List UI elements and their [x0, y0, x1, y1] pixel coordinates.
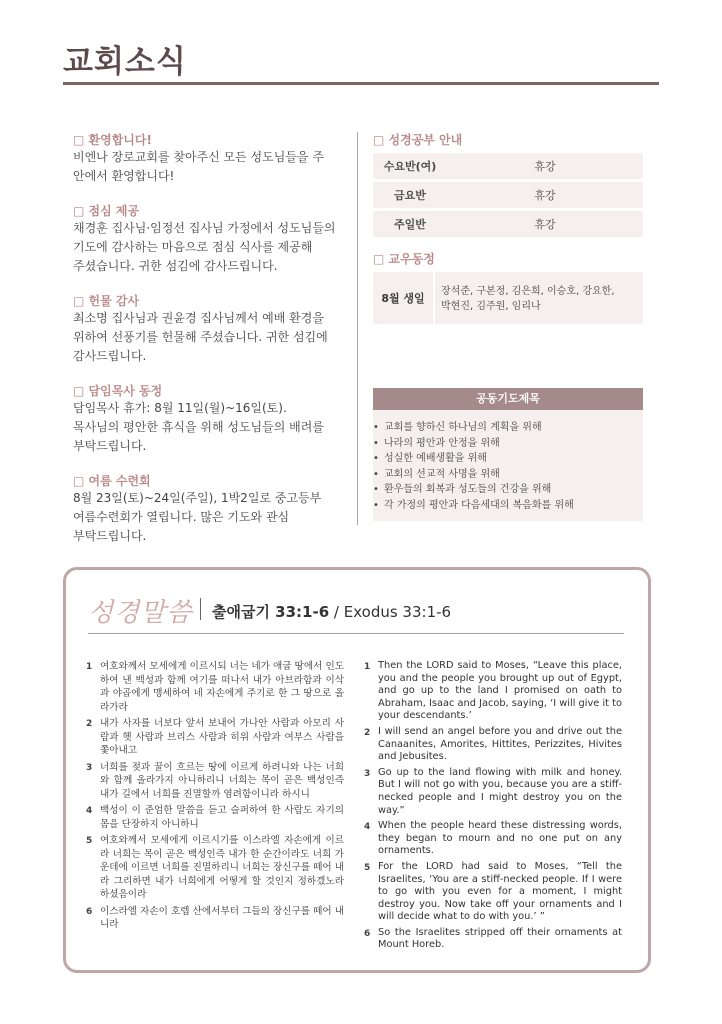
section-heading: □ 점심 제공	[73, 204, 140, 218]
verse-number: 4	[86, 806, 93, 816]
scripture-title: 성경말씀	[88, 598, 193, 628]
verse-number: 6	[86, 906, 93, 917]
bible-study-table	[373, 150, 643, 240]
verse-number: 1	[364, 662, 371, 672]
prayer-heading: 공동기도제목	[373, 388, 643, 410]
verse-text: 여호와께서 모세에게 이르시되 너는 네가 애굽 땅에서 인도하여 낸 백성과 함께 여기를 떠나서 내가 아브라함과 이삭과 야곱에게 맹세하여 네 자손에게 주기로 한 그 땅으로 올라가라	[100, 661, 344, 713]
list-item: • 환우들의 회복과 성도들의 건강을 위해	[373, 482, 643, 498]
news-donation	[73, 293, 343, 366]
page-title: 교회소식	[63, 44, 187, 80]
prayer-box	[373, 388, 643, 521]
verse-text: Then the LORD said to Moses, “Leave this place, you and the people you brought up out of Egypt, and go up to the land I promised on oath to Abraham, Isaac and Jacob, saying, ‘I will give it to your descendants.’	[378, 660, 622, 722]
section-body: 최소명 집사님과 권윤경 집사님께서 예배 환경을 위하여 선풍기를 헌물해 주셨습니다. 귀한 섬김에 감사드립니다.	[73, 311, 328, 363]
verse	[86, 660, 344, 714]
verse	[86, 834, 344, 902]
list-item: • 교회를 향하신 하나님의 계획을 위해	[373, 420, 643, 436]
prayer-list	[373, 410, 643, 521]
verse-text: 백성이 이 준엄한 말씀을 듣고 슬퍼하여 한 사람도 자기의 몸을 단장하지 아니하니	[100, 805, 344, 830]
verse-text: So the Israelites stripped off their ornaments at Mount Horeb.	[378, 926, 622, 951]
list-item: • 교회의 선교적 사명을 위해	[373, 467, 643, 483]
verse-number: 3	[86, 762, 93, 773]
verse-number: 2	[86, 719, 93, 729]
section-body: 담임목사 휴가: 8월 11일(월)~16일(토). 목사님의 평안한 휴식을 위해 성도님들의 배려를 부탁드립니다.	[73, 401, 324, 453]
verse	[86, 804, 344, 831]
verse-text: Go up to the land flowing with milk and honey. But I will not go with you, because you are a stiff-necked people and I might destroy you on the way.”	[378, 766, 622, 816]
list-item: • 성실한 예배생활을 위해	[373, 451, 643, 467]
verse	[364, 861, 622, 924]
verse	[86, 761, 344, 802]
verse-number: 6	[364, 928, 371, 939]
birthday-label: 8월 생일	[373, 272, 433, 324]
bible-study-heading: □ 성경공부 안내	[373, 133, 463, 147]
column-divider	[357, 132, 358, 525]
birthday-box	[373, 272, 643, 324]
table-row	[373, 182, 643, 208]
verse-text: 이스라엘 자손이 호렙 산에서부터 그들의 장신구를 떼어 내니라	[100, 905, 344, 930]
verse	[364, 927, 622, 952]
verse-text: 내가 사자를 너보다 앞서 보내어 가나안 사람과 아모리 사람과 헷 사람과 브리스 사람과 히위 사람과 여부스 사람을 쫓아내고	[100, 718, 344, 756]
news-pastor	[73, 383, 343, 456]
verse	[86, 717, 344, 758]
news-column	[73, 132, 343, 563]
table-row	[373, 153, 643, 179]
section-heading: □ 환영합니다!	[73, 133, 152, 147]
reference-korean: 출애굽기 33:1-6	[212, 603, 330, 621]
verse	[86, 905, 344, 932]
verse	[364, 820, 622, 858]
table-row	[373, 211, 643, 237]
verse	[364, 767, 622, 817]
class-name: 수요반(여)	[373, 153, 447, 179]
news-retreat	[73, 473, 343, 546]
korean-text-column	[86, 660, 344, 935]
class-name: 금요반	[373, 182, 447, 208]
verse-number: 4	[364, 822, 371, 833]
section-heading: □ 담임목사 동정	[73, 384, 163, 398]
verse-text: I will send an angel before you and drive out the Canaanites, Amorites, Hittites, Perizzites, Hivites and Jebusites.	[378, 725, 622, 763]
class-status: 휴강	[447, 211, 643, 237]
class-status: 휴강	[447, 182, 643, 208]
english-text-column	[364, 660, 622, 955]
class-name: 주일반	[373, 211, 447, 237]
news-welcome	[73, 132, 343, 186]
info-column	[373, 132, 643, 324]
section-body: 채경훈 집사님·임정선 집사님 가정에서 성도님들의 기도에 감사하는 마음으로 점심 식사를 제공해 주셨습니다. 귀한 섬김에 감사드립니다.	[73, 221, 336, 273]
list-item: • 나라의 평안과 안정을 위해	[373, 436, 643, 452]
verse	[364, 660, 622, 723]
verse-text: When the people heard these distressing words, they began to mourn and no one put on any ornaments.	[378, 820, 622, 857]
verse-number: 3	[364, 768, 371, 779]
scripture-divider	[88, 633, 624, 634]
reference-english: Exodus 33:1-6	[343, 603, 452, 621]
class-status: 휴강	[447, 153, 643, 179]
title-divider	[63, 82, 659, 85]
verse-text: 너희를 젖과 꿀이 흐르는 땅에 이르게 하려니와 나는 너희와 함께 올라가지 아니하리니 너희는 목이 곧은 백성인즉 내가 길에서 너희를 진멸할까 염려함이니라 하시니	[100, 761, 344, 800]
section-body: 비엔나 장로교회를 찾아주신 모든 성도님들을 주 안에서 환영합니다!	[73, 150, 324, 183]
section-body: 8월 23일(토)~24일(주일), 1박2일로 중고등부 여름수련회가 열립니다. 많은 기도와 관심 부탁드립니다.	[73, 491, 322, 543]
verse-text: 여호와께서 모세에게 이르시기를 이스라엘 자손에게 이르라 너희는 목이 곧은 백성인즉 내가 한 순간이라도 너희 가운데에 이르면 너희를 진멸하리니 너희는 장신구를 떼어 내라 그리하면 내가 너희에게 어떻게 할 것인지 정하겠노라 하셨음이라	[100, 835, 344, 900]
verse-number: 1	[86, 662, 93, 672]
section-heading: □ 여름 수련회	[73, 474, 151, 488]
news-lunch	[73, 203, 343, 276]
scripture-box	[63, 567, 651, 973]
verse	[364, 726, 622, 764]
list-item: • 각 가정의 평안과 다음세대의 복음화를 위해	[373, 498, 643, 514]
section-heading: □ 헌물 감사	[73, 294, 140, 308]
verse-number: 5	[86, 836, 93, 846]
birthday-names: 장석준, 구본정, 김은희, 이승호, 강요한, 박현진, 김주원, 임리나	[435, 272, 643, 324]
alumni-heading: □ 교우동정	[373, 252, 435, 266]
reference-separator: /	[329, 603, 344, 621]
title-separator	[200, 598, 201, 620]
verse-number: 5	[364, 862, 371, 873]
verse-number: 2	[364, 727, 371, 738]
scripture-reference	[212, 601, 451, 622]
verse-text: For the LORD had said to Moses, “Tell the Israelites, ‘You are a stiff-necked people. If I were to go with you even for a moment, I might destroy you. Now take off your ornaments and I will decide what to do with you.’ ”	[378, 860, 622, 923]
